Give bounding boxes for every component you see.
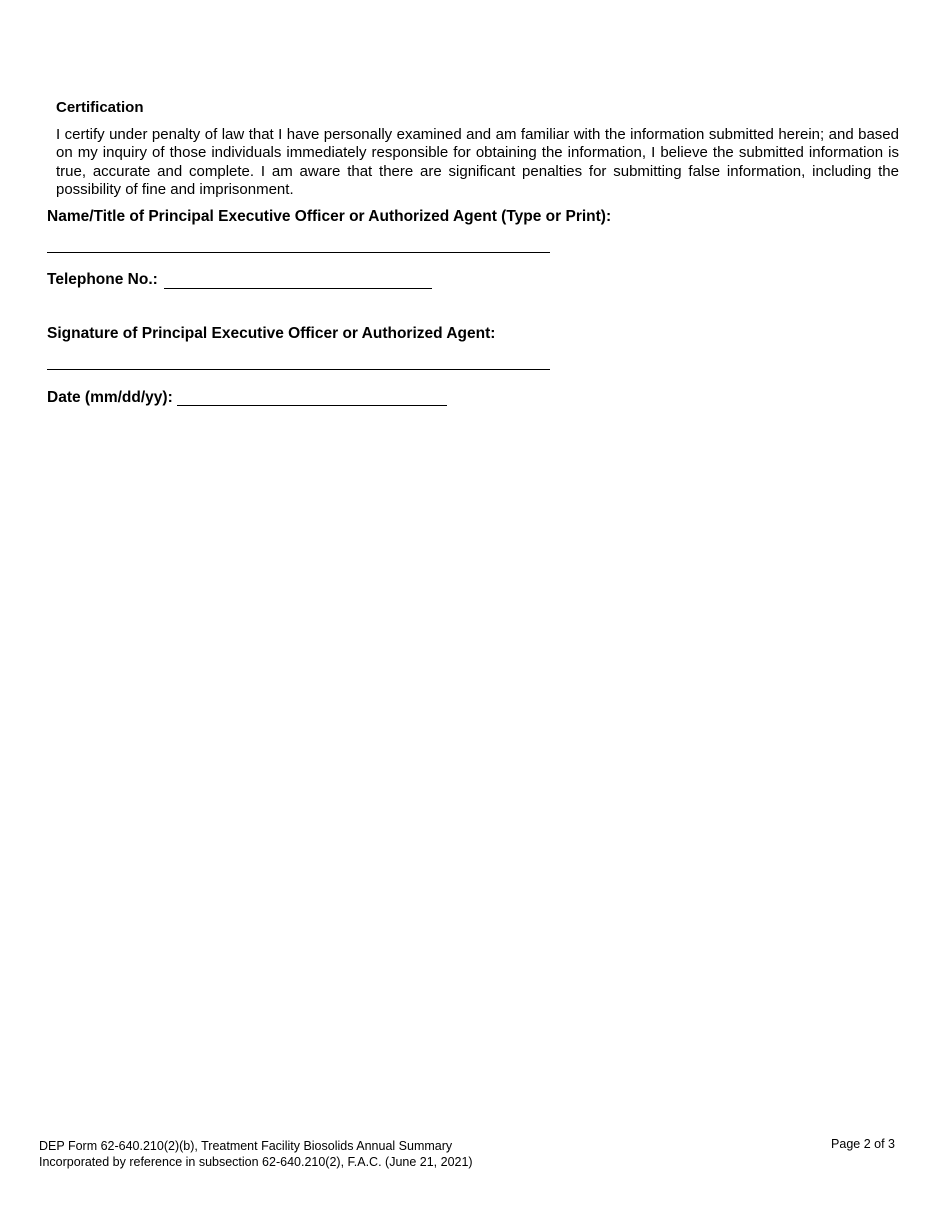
- date-label: Date (mm/dd/yy):: [47, 389, 173, 406]
- telephone-field[interactable]: [164, 288, 432, 289]
- telephone-label: Telephone No.:: [47, 271, 158, 288]
- footer-reference-line: Incorporated by reference in subsection 62-640.210(2), F.A.C. (June 21, 2021): [39, 1154, 473, 1169]
- page-number: Page 2 of 3: [831, 1137, 895, 1151]
- name-title-label: Name/Title of Principal Executive Officer or Authorized Agent (Type or Print):: [47, 208, 612, 225]
- name-title-field[interactable]: [47, 252, 550, 253]
- footer-form-info: [39, 1139, 473, 1170]
- date-field[interactable]: [177, 405, 447, 406]
- footer-form-line: DEP Form 62-640.210(2)(b), Treatment Facility Biosolids Annual Summary: [39, 1139, 453, 1153]
- signature-field[interactable]: [47, 369, 550, 370]
- certification-heading: Certification: [56, 99, 144, 116]
- signature-label: Signature of Principal Executive Officer or Authorized Agent:: [47, 325, 496, 342]
- certification-statement: I certify under penalty of law that I have personally examined and am familiar with the information submitted herein; and based on my inquiry of those individuals immediately responsible for obtaining the information, I believe the submitted information is true, accurate and complete. I am aware that there are significant penalties for submitting false information, including the possibility of fine and imprisonment.: [56, 126, 899, 199]
